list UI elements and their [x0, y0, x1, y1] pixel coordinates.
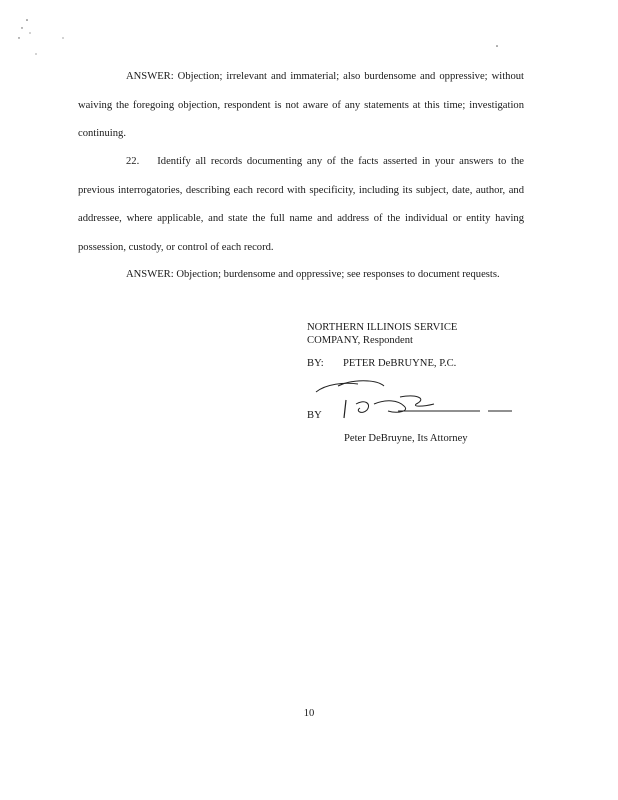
page-number: 10 — [303, 708, 315, 719]
signature-block — [307, 322, 547, 347]
attorney-name: Peter DeBruyne, Its Attorney — [344, 433, 468, 444]
by-label: BY: — [307, 358, 324, 369]
firm-by-line — [307, 358, 456, 369]
interrogatory-22-text: Identify all records documenting any of the facts asserted in your answers to the previous interrogatories, describing each record with specificity, including its subject, date, author, and addressee, where applicable, and state the full name and address of the individual or entity having possession, custody, or control of each record. — [78, 156, 524, 253]
signature-by-label: BY — [307, 410, 322, 421]
party-name-line-2: COMPANY, Respondent — [307, 334, 413, 346]
interrogatory-22 — [78, 148, 524, 262]
interrogatory-22-number: 22. — [126, 156, 140, 167]
answer-22-text: ANSWER: Objection; burdensome and oppressive; see responses to document requests. — [126, 269, 500, 280]
party-name-line-1: NORTHERN ILLINOIS SERVICE — [307, 322, 458, 333]
answer-21-text: ANSWER: Objection; irrelevant and immaterial; also burdensome and oppressive; without waiving the foregoing objection, respondent is not aware of any statements at this time; investigation continuing. — [78, 71, 524, 139]
handwritten-signature — [300, 380, 515, 425]
firm-name: PETER DeBRUYNE, P.C. — [343, 358, 457, 369]
